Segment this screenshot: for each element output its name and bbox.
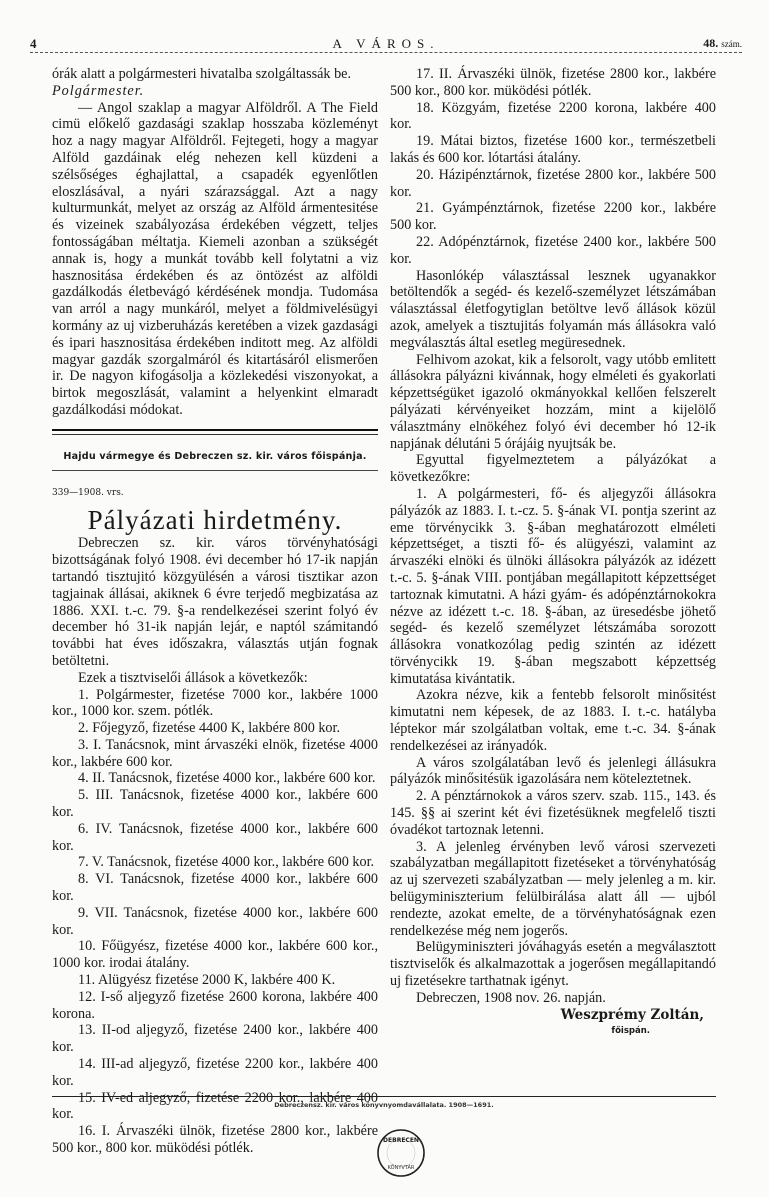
position-item: 15. IV-ed aljegyző, fizetése 2200 kor., lakbére 400 kor.	[52, 1089, 378, 1123]
position-item: 6. IV. Tanácsnok, fizetése 4000 kor., lakbére 600 kor.	[52, 820, 378, 854]
issue-suffix: szám.	[721, 39, 742, 49]
position-item: 4. II. Tanácsnok, fizetése 4000 kor., lakbére 600 kor.	[78, 770, 376, 787]
paragraph-point-3: 3. A jelenleg érvényben levő városi szervezeti szabályzatban megállapitott fizetéseket a törvényhatóság az uj szervezeti szabályzatban — mely jelenleg a m. kir. belügyminiszterium felülbirálása alatt áll — ujból rendezte, azokat emelte, de a törvényhatóságnak ezen rendelkezése még nem jogerős.	[390, 838, 716, 939]
position-item: 7. V. Tanácsnok, fizetése 4000 kor., lakbére 600 kor.	[78, 854, 375, 871]
position-item: 5. III. Tanácsnok, fizetése 4000 kor., lakbére 600 kor.	[52, 787, 378, 821]
double-rule-divider	[52, 429, 378, 435]
position-item: 14. III-ad aljegyző, fizetése 2200 kor., lakbére 400 kor.	[52, 1056, 378, 1089]
position-item: 21. Gyámpénztárnok, fizetése 2200 kor., lakbére 500 kor.	[390, 200, 716, 234]
paragraph-belugyminiszteri: Belügyminiszteri jóváhagyás esetén a megválasztott tisztviselők és alkalmazottak a jogerősen megállapitandó uj fizetésekre tarthatnak igényt.	[390, 939, 716, 990]
paragraph-felhivom: Felhivom azokat, kik a felsorolt, vagy utóbb emlitett állásokra pályázni kivánnak, hogy elméleti és gyakorlati képzettségüket igazoló okmányokkal kellően felszerelt pályázati kérvényeiket hozzám, mint a kijelölő választmány elnökéhez folyó évi december hó 12-ik napjának délutáni 5 órájáig nyujtsák be.	[390, 351, 716, 452]
position-item: 2. Főjegyző, fizetése 4400 K, lakbére 800 kor.	[78, 720, 341, 737]
position-item: 8. VI. Tanácsnok, fizetése 4000 kor., lakbére 600 kor.	[52, 871, 378, 905]
position-item: 19. Mátai biztos, fizetése 1600 kor., természetbeli lakás és 600 kor. lótartási átalány.	[390, 133, 716, 166]
position-item: 22. Adópénztárnok, fizetése 2400 kor., lakbére 500 kor.	[390, 233, 716, 267]
section-heading: Hajdu vármegye és Debreczen sz. kir. város főispánja.	[52, 449, 378, 471]
right-column	[390, 66, 716, 1040]
bottom-rule	[52, 1096, 716, 1097]
notice-title: Pályázati hirdetmény.	[87, 505, 343, 536]
signature-name: Weszprémy Zoltán,	[560, 1006, 704, 1023]
reference-number: 339—1908. vrs.	[52, 487, 124, 498]
issue-number	[703, 36, 742, 51]
continuation-text: órák alatt a polgármesteri hivatalba szolgáltassák be.	[52, 66, 352, 82]
paragraph-point-1: 1. A polgármesteri, fő- és aljegyzői állásokra pályázók az 1883. I. t.-cz. 5. §-ának VI. pontja szerint az eme törvénycikk 3. §-ában meghatározott elméleti képzettséget, a tiszti fő- és alügyészi, valamint az árvaszéki elnöki és ülnöki állásokra pályázók az idézett t.-c. 5. §-ának VIII. pontjában megállapitott képzettséget tartoznak kimutatni. A házi gyám- és adópénztárnokokra nézve az idézett t.-c. 18. §-ában, az üresedésbe jöhető segéd- és kezelő személyzet létszámába sorozott állásokra vonatkozólag pedig szintén az idézett törvénycikk 19. §-ában megszabott képzettség kimutatása kivántatik.	[390, 485, 716, 687]
position-item: 11. Alügyész fizetése 2000 K, lakbére 400 K.	[78, 972, 336, 989]
notice-intro: Debreczen sz. kir. város törvényhatósági bizottságának folyó 1908. évi december hó 17-ik napján tartandó tisztujitó közgyülésén a városi tisztikar azon tagjainak állásai, akiknek 6 évre terjedő megbizatása az 1886. XXI. t.-c. 79. §-a rendelkezései szerint folyó év december hó 31-ik napján lejár, e naptól számitandó további hat éves időszakra, választás utján fognak betöltetni.	[52, 535, 378, 669]
date-line: Debreczen, 1908 nov. 26. napján.	[416, 989, 606, 1006]
position-item: 17. II. Árvaszéki ülnök, fizetése 2800 kor., lakbére 500 kor., 800 kor. müködési pótlék.	[390, 66, 716, 99]
article-angol-szaklap: — Angol szaklap a magyar Alföldről. A The Field cimü előkelő gazdasági szaklap hosszaba közleményt hoz a nagy magyar Alföldről. Fejtegeti, hogy a magyar Alföld gazdáinak elég nehezen kell küzdeni a szélsőséges éghajlattal, a csapadék egyenlőtlen eloszlásával, a nyári szárazsággal. Azt a nagy kulturmunkát, melyet az ország az Alföld ármentesitése és vizeinek szabályozása érdekében végzett, teljes fontosságában méltatja. Kiemeli azonban a szükségét annak is, hogy a munkát tovább kell folytatni a viz hasznositása érdekében és az öntözést az alföldi gazdálkodás életbevágó kérdésének mondja. Tudomása van arról a nagy munkáról, melyet a földmivelésügyi kormány az uj vizberuházás keretében a vizek gazdasági és ipari hasznositása érdekében inditott meg. Az alföldi magyar gazdák szorgalmáról és kitartásáról elismerően ir. De nagyon kifogásolja a közlekedési viszonyokat, a birtok megoszlását, valamint a helyenkint elmaradt gazdálkodási módokat.	[52, 99, 378, 418]
position-item: 16. I. Árvaszéki ülnök, fizetése 2800 kor., lakbére 500 kor., 800 kor. müködési pótlék.	[52, 1123, 378, 1157]
position-item: 18. Közgyám, fizetése 2200 korona, lakbére 400 kor.	[390, 99, 716, 133]
paragraph-egyuttal: Egyuttal figyelmeztetem a pályázókat a következőkre:	[390, 452, 716, 486]
svg-text:KÖNYVTÁR: KÖNYVTÁR	[387, 1165, 415, 1171]
page-header	[30, 30, 742, 53]
position-item: 3. I. Tanácsnok, mint árvaszéki elnök, fizetése 4000 kor., lakbére 600 kor.	[52, 736, 378, 770]
printer-imprint: Debreczensz. kir. város könyvnyomdavállalata. 1908—1691.	[274, 1101, 494, 1109]
position-item: 12. I-ső aljegyző fizetése 2600 korona, lakbére 400 korona.	[52, 988, 378, 1022]
position-item: 9. VII. Tanácsnok, fizetése 4000 kor., lakbére 600 kor.	[52, 904, 378, 938]
left-column	[52, 66, 378, 1157]
page-number: 4	[30, 36, 37, 51]
position-item: 20. Házipénztárnok, fizetése 2800 kor., lakbére 500 kor.	[390, 166, 716, 200]
position-item: 10. Főügyész, fizetése 4000 kor., lakbére 600 kor., 1000 kor. irodai átalány.	[52, 938, 378, 972]
issue-number-value: 48.	[703, 36, 719, 50]
signed-by: Polgármester.	[52, 82, 145, 99]
paragraph-varos-szolgalat: A város szolgálatában levő és jelenlegi állásukra pályázók minősitésük igazolására nem köteleztetnek.	[390, 754, 716, 788]
paragraph-hasonlokep: Hasonlókép választással lesznek ugyanakkor betöltendők a segéd- és kezelő-személyzet létszámában választással életfogytiglan betöltve levő állások közül azok, amelyek a tisztujitás folyamán más állásokra való megválasztás által esetleg megüresednek.	[390, 267, 716, 351]
paragraph-azokra: Azokra nézve, kik a fentebb felsorolt minősitést kimutatni nem képesek, de az 1883. I. t.-c. hatályba léptekor már szolgálatban voltak, eme t.-c. 34. §-ának rendelkezései az irányadók.	[390, 687, 716, 754]
position-item: 13. II-od aljegyző, fizetése 2400 kor., lakbére 400 kor.	[52, 1022, 378, 1056]
svg-text:DEBRECEN: DEBRECEN	[383, 1137, 419, 1144]
newspaper-title: A VÁROS.	[332, 36, 440, 51]
signature-title: főispán.	[611, 1026, 650, 1037]
positions-intro: Ezek a tisztviselői állások a következők:	[78, 669, 308, 686]
library-stamp-icon	[376, 1128, 426, 1178]
position-item: 1. Polgármester, fizetése 7000 kor., lakbére 1000 kor., 1000 kor. szem. pótlék.	[52, 686, 378, 720]
paragraph-point-2: 2. A pénztárnokok a város szerv. szab. 115., 143. és 145. §§ ai szerint két évi fizetésüknek megfelelő tiszti óvadékot tartoznak letenni.	[390, 788, 716, 838]
